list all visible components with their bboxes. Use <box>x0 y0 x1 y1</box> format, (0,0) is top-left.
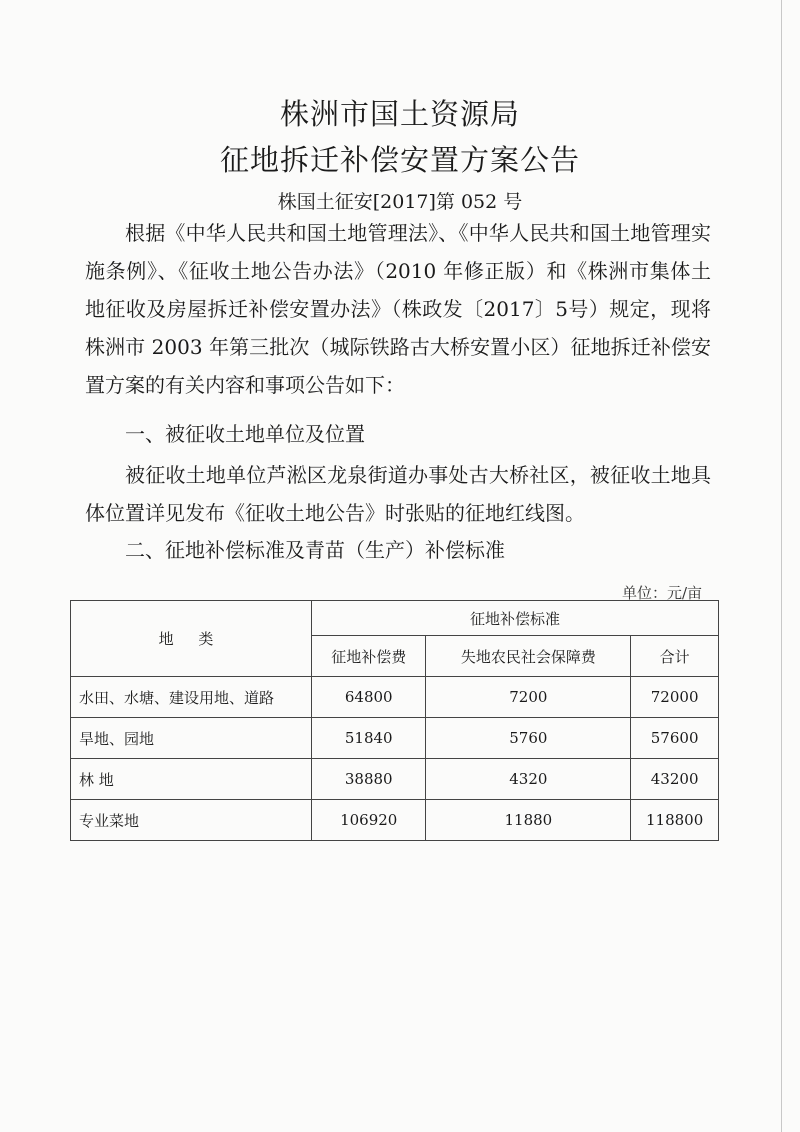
land-type-cell: 旱地、园地 <box>71 718 312 759</box>
land-type-cell: 林 地 <box>71 759 312 800</box>
land-type-cell: 水田、水塘、建设用地、道路 <box>71 677 312 718</box>
table-row <box>71 759 719 800</box>
title-line-2: 征地拆迁补偿安置方案公告 <box>219 143 580 177</box>
social-cell: 11880 <box>426 800 631 841</box>
column-header-total: 合计 <box>631 636 719 677</box>
fee-cell: 106920 <box>312 800 426 841</box>
land-type-header: 地 类 <box>71 601 312 677</box>
section-1-heading: 一、被征收土地单位及位置 <box>125 422 365 446</box>
table-row <box>71 800 719 841</box>
compensation-table <box>70 600 719 841</box>
document-number: 株国土征安[2017]第 052 号 <box>277 191 523 213</box>
section-1-paragraph: 被征收土地单位芦淞区龙泉街道办事处古大桥社区，被征收土地具体位置详见发布《征收土地公告》时张贴的征地红线图。 <box>85 463 711 525</box>
total-cell: 118800 <box>631 800 719 841</box>
land-type-cell: 专业菜地 <box>71 800 312 841</box>
social-cell: 5760 <box>426 718 631 759</box>
title-line-1: 株洲市国土资源局 <box>279 97 520 131</box>
column-header-social-security: 失地农民社会保障费 <box>426 636 631 677</box>
social-cell: 7200 <box>426 677 631 718</box>
total-cell: 57600 <box>631 718 719 759</box>
total-cell: 43200 <box>631 759 719 800</box>
fee-cell: 38880 <box>312 759 426 800</box>
section-2-heading: 二、征地补偿标准及青苗（生产）补偿标准 <box>125 538 505 562</box>
compensation-group-header: 征地补偿标准 <box>312 601 719 636</box>
table-unit-label: 单位：元/亩 <box>621 584 702 602</box>
column-header-fee: 征地补偿费 <box>312 636 426 677</box>
intro-paragraph: 根据《中华人民共和国土地管理法》、《中华人民共和国土地管理实施条例》、《征收土地公告办法》（2010 年修正版）和《株洲市集体土地征收及房屋拆迁补偿安置办法》（株政发〔2017〕5号）规定，现将株洲市 2003 年第三批次（城际铁路古大桥安置小区）征地拆迁补偿安置方案的有关内容和事项公告如下： <box>85 221 711 397</box>
social-cell: 4320 <box>426 759 631 800</box>
fee-cell: 64800 <box>312 677 426 718</box>
table-row <box>71 718 719 759</box>
total-cell: 72000 <box>631 677 719 718</box>
table-row <box>71 677 719 718</box>
fee-cell: 51840 <box>312 718 426 759</box>
